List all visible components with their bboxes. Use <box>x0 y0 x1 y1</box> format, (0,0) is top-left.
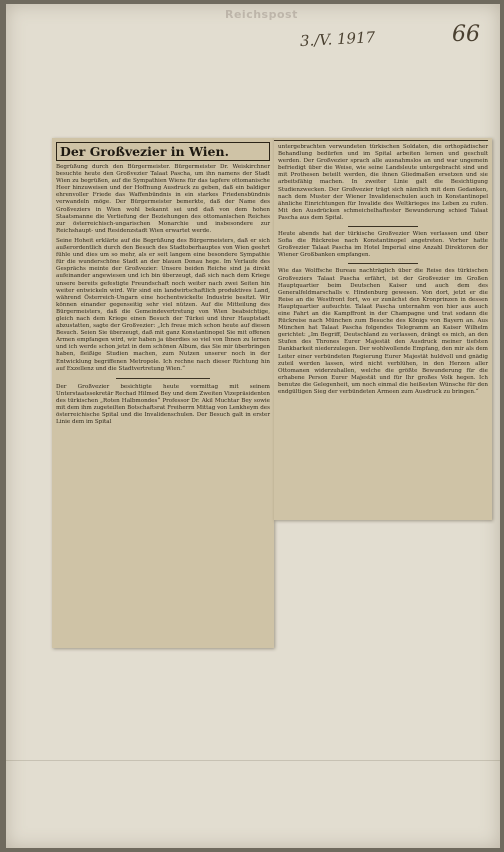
article-paragraph: Der Großvezier besichtigte heute vormittag mit seinem Unterstaatssekretär Rechad Hilmed Bey und dem Zweiten Vizepräsidenten des türkischen „Roten Halbmondes“ Professor Dr. Akil Muchtar Bey sowie mit dem ihm zugeteilten Botschaftsrat Freiherrn Mittag von Lenkheym des österreichische Spital und die Invalidenschulen. Der Besuch galt in erster Linie dem im Spital <box>56 383 270 426</box>
sheet-fold-line <box>6 760 500 761</box>
article-paragraph: untergebrachten verwundeten türkischen Soldaten, die orthopädischer Behandlung bedürfen und im Spital arbeiten lernen und geschult werden. Der Großvezier sprach alle ausnahmslos an und war ungemein befriedigt über die Weise, wie seine Landsleute untergebracht sind und mit Prothesen beteilt werden, die ihnen Gliedmaßen ersetzen und sie arbeitsfähig machen. In zweiter Linie galt die Besichtigung Studienzwecken. Der Großvezier trägt sich nämlich mit dem Gedanken, nach dem Muster der Wiener Invalidenschulen auch in Konstantinopel ähnliche Einrichtungen für Invalide des Weltkrieges ins Leben zu rufen. Mit den Ausdrücken schmeichelhaftester Bewunderung schied Talaat Pascha aus dem Spital. <box>278 144 488 221</box>
handwritten-date: 3./V. 1917 <box>299 28 376 51</box>
handwritten-page-number: 66 <box>452 22 480 47</box>
article-paragraph: Heute abends hat der türkische Großvezier Wien verlassen und über Sofia die Rückreise nach Konstantinopel angetreten. Vorher hatte Großvezier Talaat Pascha im Hotel Imperial eine Anzahl Direktoren der Wiener Großbanken empfangen. <box>278 231 488 259</box>
archive-stamp: Reichspost <box>225 8 298 21</box>
article-paragraph: Begrüßung durch den Bürgermeister. Bürgermeister Dr. Weiskirchner besuchte heute den Großvezier Talaat Pascha, um ihn namens der Stadt Wien zu begrüßen, auf die Sympathien Wiens für das tapfere ottomanische Heer hinzuweisen und der Hoffnung Ausdruck zu geben, daß ein baldiger ehrenvoller Friede das Waffenbündnis in ein starkes Friedensbündnis verwandeln möge. Der Bürgermeister bemerkte, daß der Name des Großveziers in Wien wohl bekannt sei und daß von dem hohen Staatsmanne die Vertiefung der Beziehungen des ottomanischen Reiches zur österreichisch-ungarischen Monarchie und insbesondere zur Reichshaupt- und Residenzstadt Wien erwartet werde. <box>56 164 270 234</box>
column-top-rule <box>274 140 488 141</box>
article-paragraph: Wie das Wolffsche Bureau nachträglich über die Reise des türkischen Großveziers Talaat Pascha erfährt, ist der Großvezier im Großen Hauptquartier beim Deutschen Kaiser und auch dem des Generalfeldmarschalls v. Hindenburg gewesen. Von dort, jetzt er die Reise an die Westfront fort, wo er zunächst den Kronprinzen in dessen Hauptquartier aufsuchte. Talaat Pascha unternahm von hier aus auch eine Fahrt an die Kampffront in der Champagne und trat sodann die Rückreise nach München zum Besuche des Königs von Bayern an. Aus München hat Talaat Pascha folgendes Telegramm an Kaiser Wilhelm gerichtet: „Im Begriff, Deutschland zu verlassen, drängt es mich, an den Stufen des Thrones Eurer Majestät den Ausdruck meiner tiefsten Dankbarkeit niederzulegen. Der wohlwollende Empfang, den mir als dem Leiter einer verbündeten Regierung Eurer Majestät huldvoll und gnädig zuteil werden lassen, wird nicht verblühen, in den Herzen aller Ottomanen widerzuhallen, welche die größte Bewunderung für die erhabene Person Eurer Majestät und für Ihr großes Volk hegen. Ich benutze die Gelegenheit, um noch einmal die heißesten Wünsche für den endgültigen Sieg der verbündeten Armeen zum Ausdruck zu bringen.“ <box>278 268 488 395</box>
section-divider <box>348 263 418 264</box>
section-divider <box>348 226 418 227</box>
article-headline: Der Großvezier in Wien. <box>56 142 270 161</box>
newspaper-clipping-right-column <box>274 138 492 520</box>
article-paragraph: Seine Hoheit erklärte auf die Begrüßung des Bürgermeisters, daß er sich außerordentlich durch den Besuch des Stadtoberhauptes von Wien geehrt fühle und dies um so mehr, als er seit langem eine besondere Sympathie für die wunderschöne Stadt an der blauen Donau hege. Im Verlaufe des Gesprächs meinte der Großvezier: Unsere beiden Reiche sind ja direkt aufeinander angewiesen und ich bin überzeugt, daß sich nach dem Kriege unsere bereits gefestigte Freundschaft noch weiter nach zwei Seiten hin weiter entwickeln wird. Wir sind ein landwirtschaftlich produktives Land, während Österreich-Ungarn eine hochentwickelte Industrie besitzt. Wir können einander gegenseitig sehr viel nützen. Auf die Mitteilung des Bürgermeisters, daß die Gemeindevertretung von Wien beabsichtige, gleich nach dem Kriege einen Besuch der Türkei und ihrer Hauptstadt abzustatten, sagte der Großvezier: „Ich freue mich schon heute auf diesen Besuch. Seien Sie überzeugt, daß mit ganz Konstantinopel Sie mit offenen Armen empfangen wird, wir haben ja überdies so viel von Ihnen zu lernen und ich werde schon jetzt in dem schönen Album, das Sie mir überbringen haben, fleißige Studien machen, zum Nutzen unserer noch in der Entwicklung begriffenen Metropole. Ich rechne nach dieser Richtung hin auf Exzellenz und die Stadtvertretung Wien.“ <box>56 237 270 372</box>
newspaper-clipping-left-column <box>52 138 274 648</box>
section-divider <box>116 378 210 379</box>
